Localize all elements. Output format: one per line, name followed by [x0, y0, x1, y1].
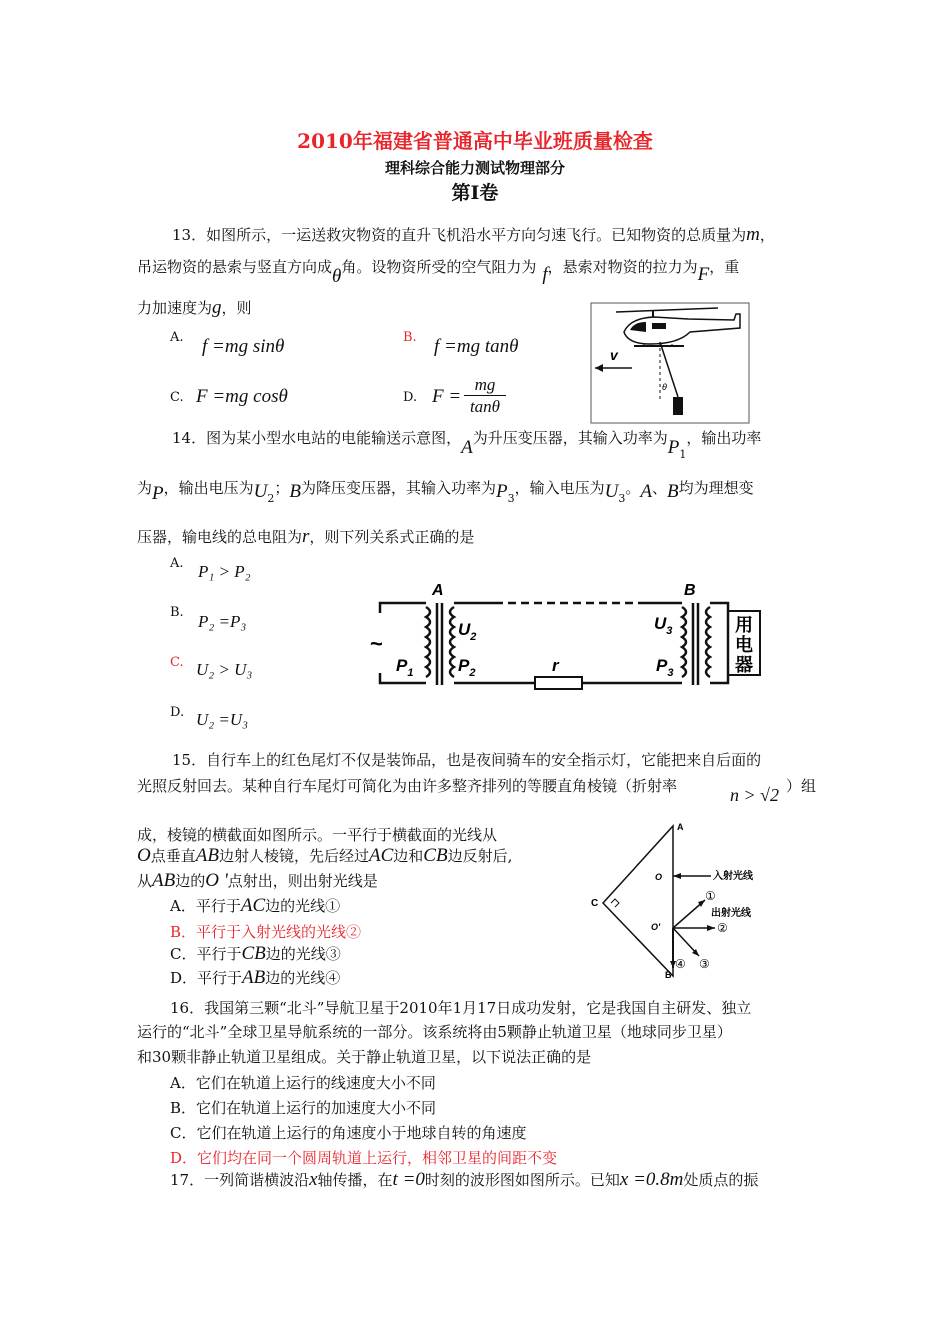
label-r: r: [552, 656, 559, 675]
q16-option-d[interactable]: D．它们均在同一个圆周轨道上运行，相邻卫星的间距不变: [170, 1149, 558, 1167]
ray-label-2: ②: [717, 921, 728, 935]
q15-option-c[interactable]: C．平行于CB边的光线③: [170, 943, 341, 964]
page-title: 2010年福建省普通高中毕业班质量检查: [297, 129, 653, 153]
line-resistor: [535, 677, 582, 689]
q14-option-d-label[interactable]: D.: [170, 705, 185, 720]
q14-option-a[interactable]: P₁ > P₂: [198, 562, 251, 581]
ray-label-4: ④: [675, 957, 686, 971]
q13-option-a[interactable]: f =mg sinθ: [202, 336, 285, 357]
q13-option-b-label[interactable]: B.: [403, 330, 417, 345]
velocity-label: v: [610, 347, 618, 363]
q15-refraction-index: n > √2: [730, 785, 780, 805]
q16-line2: 运行的“北斗”全球卫星导航系统的一部分。该系统将由5颗静止轨道卫星（地球同步卫星）: [137, 1023, 732, 1041]
q15-line2-end: ）组: [786, 777, 817, 795]
device-label-2: 电: [735, 635, 753, 655]
page-subtitle: 理科综合能力测试物理部分: [384, 159, 565, 177]
device-label-3: 器: [735, 655, 753, 675]
q15-line2: 光照反射回去。某种自行车尾灯可简化为由许多整齐排列的等腰直角棱镜（折射率: [137, 777, 678, 795]
q15-line1: 15．自行车上的红色尾灯不仅是装饰品，也是夜间骑车的安全指示灯，它能把来自后面的: [172, 751, 762, 769]
prism-figure: [585, 818, 775, 983]
q17-line1: 17．一列简谐横波沿x轴传播，在t =0时刻的波形图如图所示。已知x =0.8m处质点的振: [170, 1169, 759, 1190]
q14-option-d[interactable]: U₂ =U₃: [196, 710, 249, 729]
device-label-1: 用: [735, 615, 753, 635]
volume-heading: 第Ⅰ卷: [451, 182, 499, 204]
q16-line1: 16．我国第三颗“北斗”导航卫星于2010年1月17日成功发射，它是我国自主研发、独立: [170, 999, 752, 1017]
rotor-blade: [616, 308, 718, 312]
point-o-prime: O': [651, 922, 661, 932]
q14-option-b-label[interactable]: B.: [170, 605, 184, 620]
q15-line3: 成，棱镜的横截面如图所示。一平行于横截面的光线从: [137, 826, 498, 844]
label-p2: $P_2$: [458, 656, 476, 679]
q15-option-d[interactable]: D．平行于AB边的光线④: [170, 967, 341, 988]
label-u2: $U_2$: [458, 620, 477, 643]
ac-source-symbol: ~: [370, 631, 383, 656]
q16-option-c[interactable]: C．它们在轨道上运行的角速度小于地球自转的角速度: [170, 1124, 527, 1142]
q13-line2: 吊运物资的悬索与竖直方向成θ角。设物资所受的空气阻力为 f，悬索对物资的拉力为F，重: [137, 258, 740, 287]
vertex-a: A: [677, 822, 684, 832]
q13-option-a-label[interactable]: A.: [170, 330, 184, 345]
q14-option-b[interactable]: P₂ =P₃: [198, 612, 247, 631]
q13-option-c[interactable]: F =mg cosθ: [196, 386, 288, 407]
q14-line3: 压器，输电线的总电阻为r，则下列关系式正确的是: [137, 526, 475, 547]
q13-option-d-lhs[interactable]: F =: [432, 386, 462, 407]
q14-line1: 14．图为某小型水电站的电能输送示意图，A为升压变压器，其输入功率为$P_1$，输出功率: [172, 429, 762, 461]
q13-option-d-fraction[interactable]: mg tanθ: [462, 375, 508, 418]
q16-option-b[interactable]: B．它们在轨道上运行的加速度大小不同: [170, 1099, 437, 1117]
q14-option-a-label[interactable]: A.: [170, 556, 184, 571]
power-transmission-figure: [360, 573, 795, 698]
q16-line3: 和30颗非静止轨道卫星组成。关于静止轨道卫星，以下说法正确的是: [137, 1048, 592, 1066]
q13-option-c-label[interactable]: C.: [170, 390, 184, 405]
ray-label-1: ①: [705, 889, 716, 903]
q13-option-d-label[interactable]: D.: [403, 390, 418, 405]
cargo-box: [673, 397, 683, 415]
label-u3: $U_3$: [654, 614, 673, 637]
point-o: O: [655, 872, 663, 882]
q15-line4: O点垂直AB边射人棱镜，先后经过AC边和CB边反射后,: [137, 845, 513, 866]
label-b: B: [684, 582, 696, 599]
q16-option-a[interactable]: A．它们在轨道上运行的线速度大小不同: [170, 1074, 436, 1092]
label-p3: $P_3$: [656, 656, 674, 679]
label-p1: $P_1$: [396, 656, 414, 679]
q15-option-a[interactable]: A．平行于AC边的光线①: [170, 895, 341, 916]
exit-label: 出射光线: [711, 908, 751, 919]
q15-line5: 从AB边的O '点射出，则出射光线是: [137, 870, 378, 891]
vertex-b: B: [665, 970, 672, 980]
transformer-a-secondary: [450, 607, 454, 677]
incident-label: 入射光线: [713, 871, 753, 882]
ray-label-3: ③: [699, 957, 710, 971]
q13-line1: 13．如图所示，一运送救灾物资的直升飞机沿水平方向匀速飞行。已知物资的总质量为m，: [172, 224, 775, 245]
angle-label: θ: [662, 382, 667, 392]
q14-option-c[interactable]: U₂ > U₃: [196, 660, 253, 679]
transformer-b-primary: [682, 607, 686, 677]
transformer-a-primary: [426, 607, 430, 677]
label-a: A: [432, 582, 444, 599]
q15-option-b[interactable]: B．平行于入射光线的光线②: [170, 923, 362, 941]
helicopter-figure: [590, 302, 750, 424]
q14-line2: 为P，输出电压为$U_2$；B为降压变压器，其输入功率为$P_3$，输入电压为$U_3$。A、B均为理想变: [137, 479, 754, 505]
transformer-b-secondary: [706, 607, 710, 677]
vertex-c: C: [591, 898, 599, 909]
q13-option-b[interactable]: f =mg tanθ: [434, 336, 519, 357]
q14-option-c-label[interactable]: C.: [170, 655, 184, 670]
q13-line3: 力加速度为g，则: [137, 297, 252, 318]
